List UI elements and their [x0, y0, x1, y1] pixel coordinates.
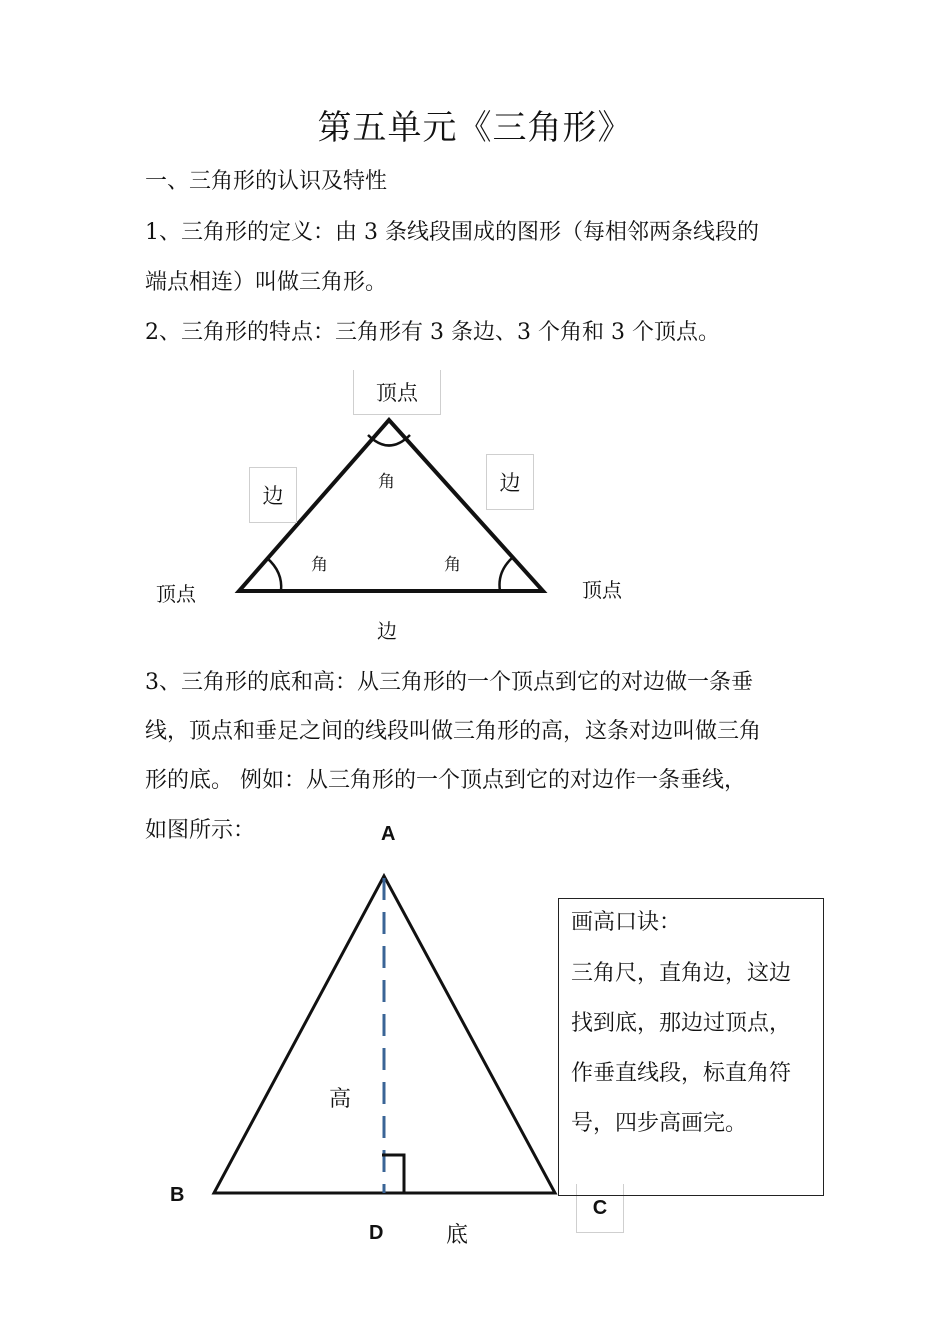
mnemonic-line-2: 找到底，那边过顶点， — [571, 1011, 792, 1036]
angle-arc-left — [267, 558, 281, 591]
side-bottom-label: 边 — [377, 619, 397, 643]
base-height-line-1: 3、三角形的底和高：从三角形的一个顶点到它的对边做一条垂 — [145, 670, 753, 695]
point-d-label: D — [369, 1222, 384, 1244]
base-height-line-3: 形的底。 例如：从三角形的一个顶点到它的对边作一条垂线， — [145, 768, 746, 793]
page-title: 第五单元《三角形》 — [317, 108, 633, 148]
angle-left-label: 角 — [311, 555, 328, 575]
mnemonic-title: 画高口诀： — [571, 910, 682, 935]
mnemonic-line-1: 三角尺，直角边，这边 — [571, 961, 792, 986]
base-height-line-4: 如图所示： — [145, 818, 256, 843]
mnemonic-line-3: 作垂直线段，标直角符 — [571, 1061, 792, 1086]
definition-line-1: 1、三角形的定义：由 3 条线段围成的图形（每相邻两条线段的 — [145, 220, 759, 245]
base-label: 底 — [446, 1223, 469, 1248]
point-b-label: B — [170, 1184, 185, 1206]
height-label: 高 — [329, 1087, 352, 1112]
vertex-top-label: 顶点 — [353, 370, 441, 415]
angle-arc-right — [500, 558, 513, 591]
mnemonic-box — [558, 898, 824, 1196]
base-height-line-2: 线，顶点和垂足之间的线段叫做三角形的高，这条对边叫做三角 — [145, 719, 762, 744]
section-heading: 一、三角形的认识及特性 — [145, 169, 388, 194]
side-left-label: 边 — [249, 467, 297, 523]
angle-right-label: 角 — [444, 555, 461, 575]
point-a-label: A — [381, 823, 396, 845]
mnemonic-line-4: 号，四步高画完。 — [571, 1111, 748, 1136]
definition-line-2: 端点相连）叫做三角形。 — [145, 270, 388, 295]
vertex-right-label: 顶点 — [582, 578, 622, 602]
features-line: 2、三角形的特点：三角形有 3 条边、3 个角和 3 个顶点。 — [145, 320, 720, 345]
point-c-label: C — [576, 1184, 624, 1233]
side-right-label: 边 — [486, 454, 534, 510]
angle-top-label: 角 — [378, 472, 395, 492]
vertex-left-label: 顶点 — [156, 582, 196, 606]
